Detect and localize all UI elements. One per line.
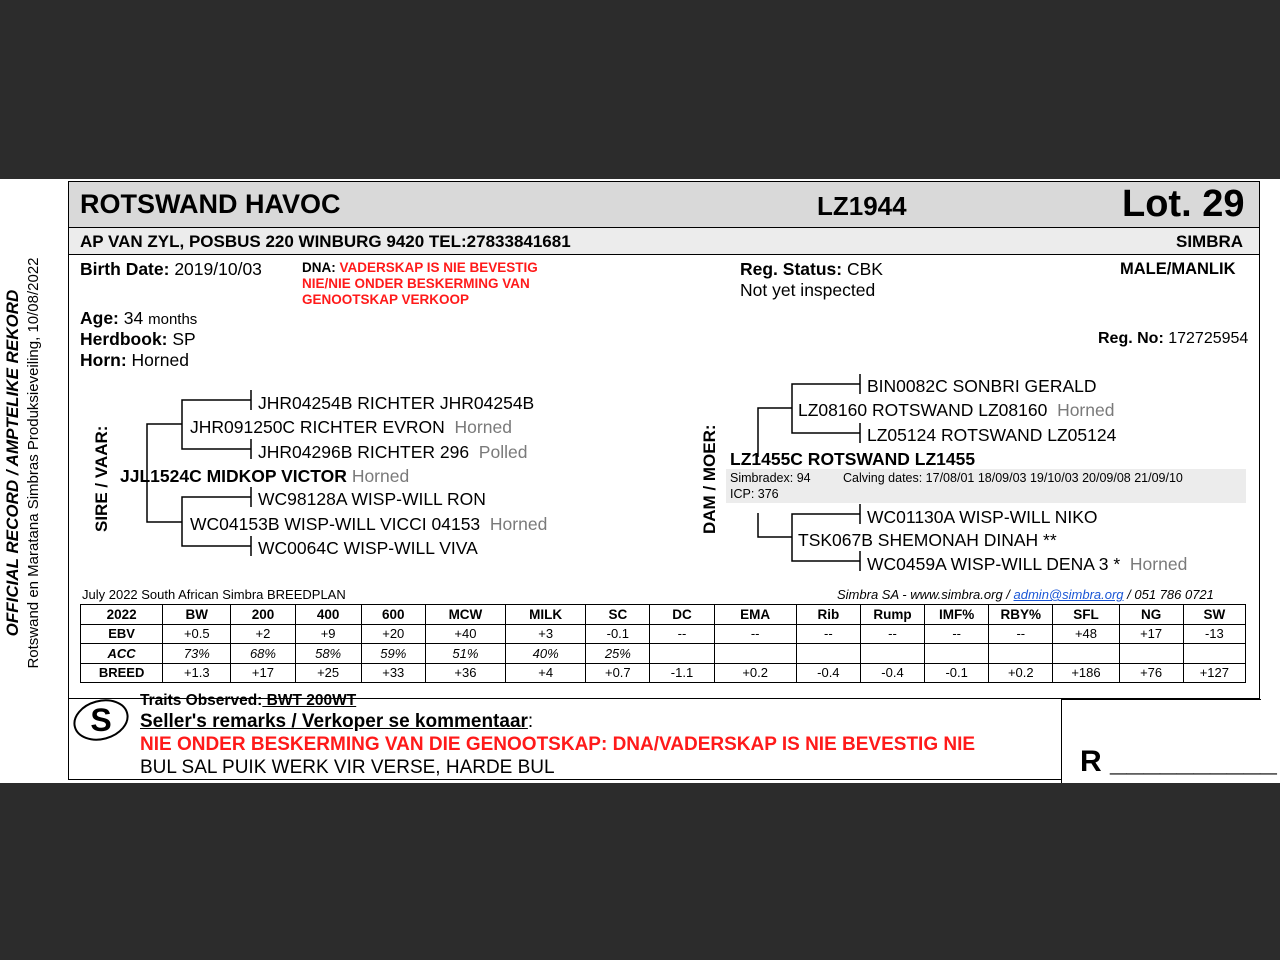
traits-observed xyxy=(140,692,356,710)
ebv-value-cell: -0.4 xyxy=(860,663,924,683)
remarks-colon: : xyxy=(527,711,534,732)
dam-grandsire xyxy=(798,400,1114,421)
ebv-value-cell: 51% xyxy=(425,644,505,664)
ebv-value-cell xyxy=(1119,644,1183,664)
simbradex: Simbradex: 94 xyxy=(730,471,811,485)
ebv-header-cell: RBY% xyxy=(989,605,1053,625)
ebv-value-cell: +0.5 xyxy=(163,624,231,644)
animal-name: ROTSWAND HAVOC xyxy=(80,189,341,219)
herdbook-value: SP xyxy=(172,329,196,349)
ebv-value-cell: -1.1 xyxy=(650,663,714,683)
ebv-header-cell: 400 xyxy=(295,605,361,625)
traits-label: Traits Observed: xyxy=(140,692,263,709)
age-label: Age: xyxy=(80,308,119,328)
age-value: 34 xyxy=(123,308,144,328)
ebv-value-cell: -- xyxy=(714,624,796,644)
ebv-header-cell: SC xyxy=(586,605,650,625)
contact-suffix: / 051 786 0721 xyxy=(1123,587,1214,602)
sire-gg-sire-2: WC98128A WISP-WILL RON xyxy=(258,489,486,509)
ebv-value-cell: -13 xyxy=(1183,624,1245,644)
ebv-value-cell: +40 xyxy=(425,624,505,644)
ebv-value-cell: +2 xyxy=(231,624,295,644)
ebv-value-cell: +0.2 xyxy=(714,663,796,683)
official-record-text: OFFICIAL RECORD / AMPTELIKE REKORD xyxy=(3,289,22,637)
sire-gg-dam-1 xyxy=(258,442,527,463)
ebv-value-cell: +1.3 xyxy=(163,663,231,683)
ebv-value-cell: -0.1 xyxy=(925,663,989,683)
dna-warning-2: NIE/NIE ONDER BESKERMING VAN xyxy=(302,276,530,291)
ebv-header-cell: NG xyxy=(1119,605,1183,625)
horn-label: Horn: xyxy=(80,350,127,370)
ebv-value-cell: +76 xyxy=(1119,663,1183,683)
sire-granddam-horn: Horned xyxy=(489,514,548,534)
calving-dates: Calving dates: 17/08/01 18/09/03 19/10/03 20/09/08 21/09/10 xyxy=(843,471,1183,485)
sex-label: MALE/MANLIK xyxy=(1120,260,1236,278)
herdbook-label: Herdbook: xyxy=(80,329,168,349)
ebv-header-cell: BW xyxy=(163,605,231,625)
remarks-warning: NIE ONDER BESKERMING VAN DIE GENOOTSKAP: DNA/VADERSKAP IS NIE BEVESTIG NIE xyxy=(140,734,976,755)
ebv-header-cell: 200 xyxy=(231,605,295,625)
sire-gg-dam-1-horn: Polled xyxy=(478,442,528,462)
dam-gg-sire-2: WC01130A WISP-WILL NIKO xyxy=(867,507,1098,527)
sire-grandsire-name: JHR091250C RICHTER EVRON xyxy=(190,417,445,437)
ebv-row-breed xyxy=(81,663,1246,683)
ebv-value-cell: 59% xyxy=(361,644,425,664)
ebv-value-cell: -0.1 xyxy=(586,624,650,644)
ebv-header-cell: 2022 xyxy=(81,605,163,625)
ebv-value-cell: +3 xyxy=(506,624,586,644)
sire-gg-dam-1-name: JHR04296B RICHTER 296 xyxy=(258,442,470,462)
ebv-value-cell: -- xyxy=(989,624,1053,644)
ebv-value-cell: -- xyxy=(925,624,989,644)
owner-info: AP VAN ZYL, POSBUS 220 WINBURG 9420 TEL:27833841681 xyxy=(80,232,571,251)
birth-date-label: Birth Date: xyxy=(80,259,170,279)
ebv-value-cell: +25 xyxy=(295,663,361,683)
ebv-value-cell: 73% xyxy=(163,644,231,664)
ebv-value-cell: +4 xyxy=(506,663,586,683)
sire-grandsire xyxy=(190,417,512,438)
ebv-value-cell: -0.4 xyxy=(796,663,860,683)
animal-id: LZ1944 xyxy=(817,191,907,221)
ebv-header-cell: SW xyxy=(1183,605,1245,625)
ebv-row-label: EBV xyxy=(81,624,163,644)
reg-status-label: Reg. Status: xyxy=(740,259,843,279)
reg-number-value: 172725954 xyxy=(1168,330,1249,347)
sire-horn: Horned xyxy=(351,466,410,486)
sire-name xyxy=(120,466,409,487)
ebv-value-cell xyxy=(1053,644,1119,664)
ebv-value-cell: +0.7 xyxy=(586,663,650,683)
ebv-value-cell xyxy=(714,644,796,664)
age-unit: months xyxy=(148,311,198,328)
sire-gg-sire-1: JHR04254B RICHTER JHR04254B xyxy=(258,393,535,413)
ebv-value-cell: +17 xyxy=(1119,624,1183,644)
sire-name-text: JJL1524C MIDKOP VICTOR xyxy=(120,466,347,486)
traits-value: BWT 200WT xyxy=(262,692,357,709)
ebv-value-cell: +36 xyxy=(425,663,505,683)
dam-gg-dam-1: LZ05124 ROTSWAND LZ05124 xyxy=(867,425,1117,445)
sire-granddam xyxy=(190,514,547,535)
inspection-status: Not yet inspected xyxy=(740,280,876,300)
ebv-value-cell: +186 xyxy=(1053,663,1119,683)
ebv-value-cell xyxy=(989,644,1053,664)
ebv-value-cell: +20 xyxy=(361,624,425,644)
ebv-header-cell: Rump xyxy=(860,605,924,625)
sire-granddam-name: WC04153B WISP-WILL VICCI 04153 xyxy=(190,514,481,534)
ebv-table xyxy=(80,604,1246,683)
ebv-value-cell xyxy=(925,644,989,664)
dna-label: DNA: xyxy=(302,260,336,275)
contact-email-link[interactable]: admin@simbra.org xyxy=(1013,587,1124,602)
ebv-value-cell: +0.2 xyxy=(989,663,1053,683)
icp: ICP: 376 xyxy=(730,487,779,501)
birth-date-value: 2019/10/03 xyxy=(174,259,262,279)
logo-letter: S xyxy=(90,702,112,738)
ebv-value-cell: +33 xyxy=(361,663,425,683)
sire-label: SIRE / VAAR: xyxy=(92,425,111,532)
remarks-text: BUL SAL PUIK WERK VIR VERSE, HARDE BUL xyxy=(140,757,555,778)
ebv-value-cell xyxy=(650,644,714,664)
ebv-header-cell: DC xyxy=(650,605,714,625)
sire-gg-dam-2: WC0064C WISP-WILL VIVA xyxy=(258,538,478,558)
ebv-header-cell: SFL xyxy=(1053,605,1119,625)
breed-label: SIMBRA xyxy=(1176,232,1244,251)
ebv-value-cell xyxy=(796,644,860,664)
dam-grandsire-horn: Horned xyxy=(1057,400,1115,420)
ebv-row-label: BREED xyxy=(81,663,163,683)
ebv-value-cell xyxy=(860,644,924,664)
ebv-header-cell: MCW xyxy=(425,605,505,625)
ebv-value-cell: 68% xyxy=(231,644,295,664)
price-field[interactable]: R __________ xyxy=(1080,745,1277,778)
lot-sheet xyxy=(0,179,1280,783)
ebv-value-cell xyxy=(1183,644,1245,664)
dam-granddam: TSK067B SHEMONAH DINAH ** xyxy=(798,530,1057,550)
ebv-value-cell: 25% xyxy=(586,644,650,664)
dna-warning-3: GENOOTSKAP VERKOOP xyxy=(302,292,470,307)
ebv-header-cell: 600 xyxy=(361,605,425,625)
dam-gg-dam-2 xyxy=(867,554,1187,575)
ebv-value-cell: 58% xyxy=(295,644,361,664)
dam-gg-sire-1: BIN0082C SONBRI GERALD xyxy=(867,376,1097,396)
reg-number-label: Reg. No: xyxy=(1098,330,1164,347)
ebv-value-cell: +127 xyxy=(1183,663,1245,683)
simbra-logo xyxy=(70,695,130,745)
ebv-value-cell: 40% xyxy=(506,644,586,664)
dna-warning-1: VADERSKAP IS NIE BEVESTIG xyxy=(339,260,538,275)
dam-name: LZ1455C ROTSWAND LZ1455 xyxy=(730,449,976,469)
contact-prefix: Simbra SA - www.simbra.org / xyxy=(837,587,1014,602)
ebv-row-acc xyxy=(81,644,1246,664)
ebv-row-ebv xyxy=(81,624,1246,644)
remarks-heading xyxy=(140,711,533,733)
ebv-value-cell: -- xyxy=(796,624,860,644)
dam-label: DAM / MOER: xyxy=(700,424,719,534)
lot-number: Lot. 29 xyxy=(1122,183,1245,225)
ebv-value-cell: -- xyxy=(860,624,924,644)
ebv-value-cell: -- xyxy=(650,624,714,644)
sire-grandsire-horn: Horned xyxy=(454,417,512,437)
ebv-header-cell: MILK xyxy=(506,605,586,625)
dam-gg-dam-2-horn: Horned xyxy=(1129,554,1188,574)
reg-status-value: CBK xyxy=(846,259,883,279)
ebv-header-cell: Rib xyxy=(796,605,860,625)
dam-gg-dam-2-name: WC0459A WISP-WILL DENA 3 * xyxy=(867,554,1121,574)
ebv-value-cell: +17 xyxy=(231,663,295,683)
auction-name-text: Rotswand en Maratana Simbras Produksieveiling, 10/08/2022 xyxy=(25,257,42,669)
ebv-header-row xyxy=(81,605,1246,625)
ebv-value-cell: +9 xyxy=(295,624,361,644)
ebv-value-cell: +48 xyxy=(1053,624,1119,644)
simbra-contact xyxy=(837,587,1214,602)
remarks-label: Seller's remarks / Verkoper se kommentaar xyxy=(140,711,528,732)
ebv-header-cell: IMF% xyxy=(925,605,989,625)
horn-value: Horned xyxy=(131,350,189,370)
ebv-row-label: ACC xyxy=(81,644,163,664)
breedplan-caption: July 2022 South African Simbra BREEDPLAN xyxy=(82,587,346,602)
ebv-header-cell: EMA xyxy=(714,605,796,625)
dam-grandsire-name: LZ08160 ROTSWAND LZ08160 xyxy=(798,400,1048,420)
